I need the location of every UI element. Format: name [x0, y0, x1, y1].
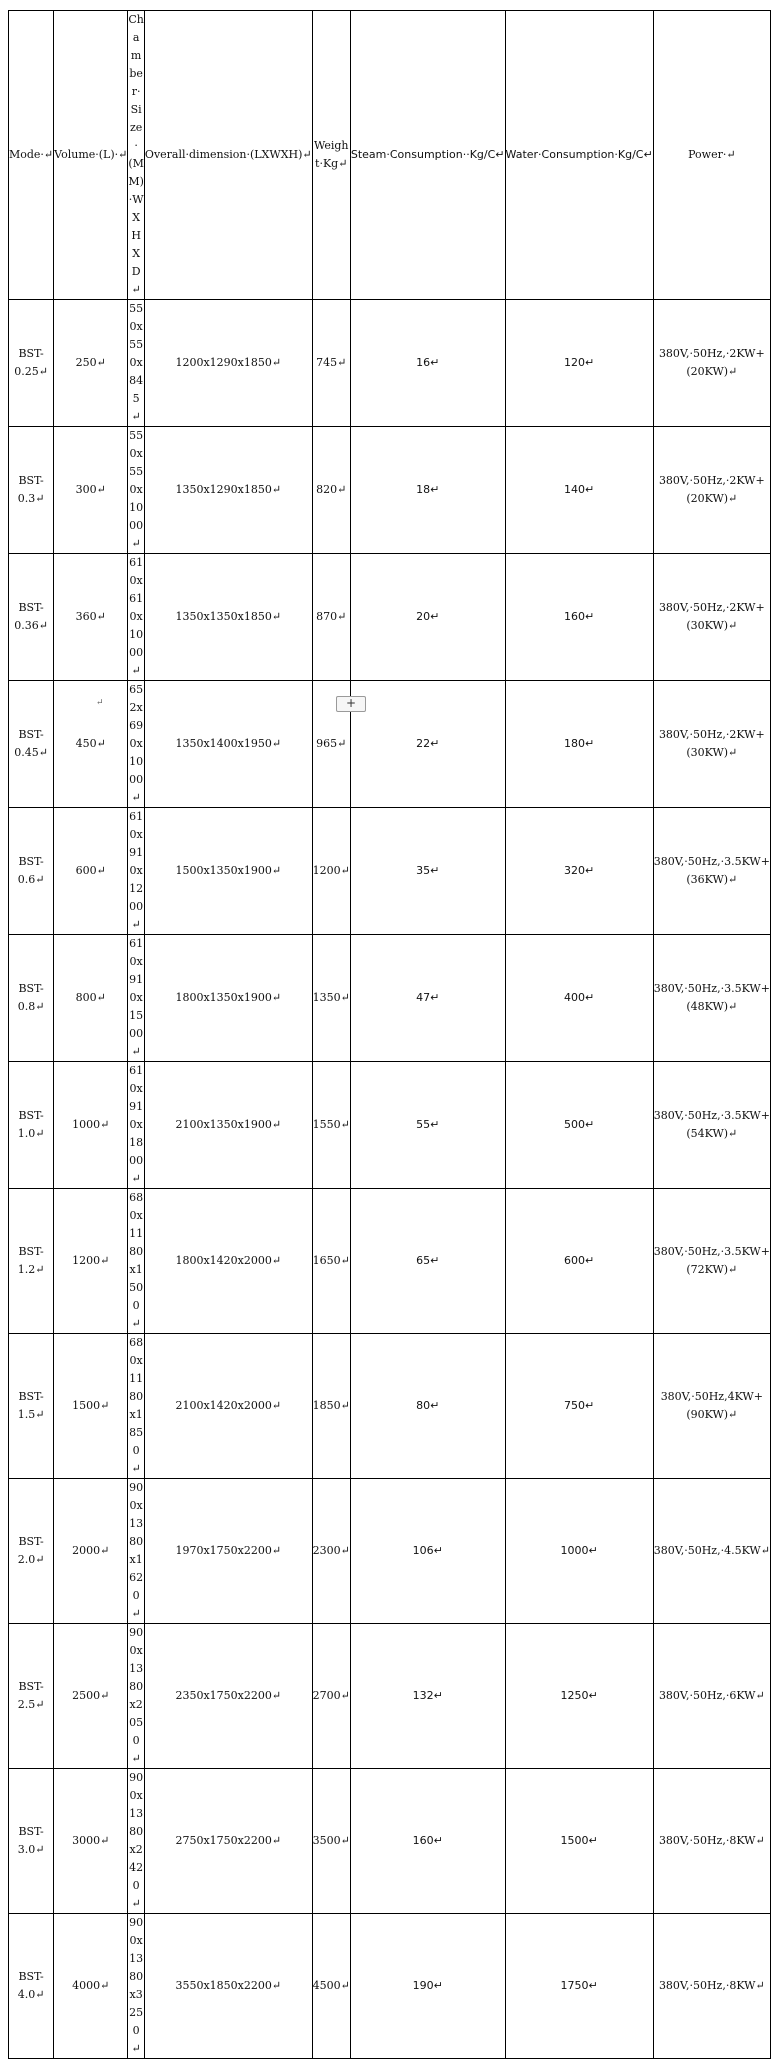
model-cell: BST-0.8↵	[9, 935, 54, 1062]
volume-cell: 3000↵	[54, 1769, 128, 1914]
overall-dimension-cell: 1500x1350x1900↵	[144, 808, 312, 935]
weight-cell: 1650↵	[312, 1189, 350, 1334]
volume-cell: 250↵	[54, 300, 128, 427]
table-row	[9, 1624, 771, 1769]
steam-consumption-cell: 80↵	[350, 1334, 505, 1479]
steam-consumption-cell: 35↵	[350, 808, 505, 935]
weight-cell: 2300↵	[312, 1479, 350, 1624]
weight-cell: 2700↵	[312, 1624, 350, 1769]
water-consumption-cell: 1500↵	[505, 1769, 653, 1914]
power-cell: 380V,·50Hz,·3.5KW+(36KW)↵	[653, 808, 770, 935]
model-cell: BST-1.0↵	[9, 1062, 54, 1189]
volume-cell: 360↵	[54, 554, 128, 681]
power-cell: 380V,·50Hz,4KW+(90KW)↵	[653, 1334, 770, 1479]
header-water-consumption: Water·Consumption·Kg/C↵	[505, 11, 653, 300]
chamber-size-cell: 550x550x1000↵	[128, 427, 145, 554]
chamber-size-cell: 900x1380x2420↵	[128, 1769, 145, 1914]
table-row	[9, 1769, 771, 1914]
power-cell: 380V,·50Hz,·3.5KW+(72KW)↵	[653, 1189, 770, 1334]
model-cell: BST-0.45↵	[9, 681, 54, 808]
steam-consumption-cell: 190↵	[350, 1914, 505, 2059]
weight-cell: 1200↵	[312, 808, 350, 935]
header-steam-consumption: Steam·Consumption··Kg/C↵	[350, 11, 505, 300]
overall-dimension-cell: 1350x1400x1950↵	[144, 681, 312, 808]
water-consumption-cell: 600↵	[505, 1189, 653, 1334]
header-weight: Weight·Kg↵	[312, 11, 350, 300]
weight-cell: 3500↵	[312, 1769, 350, 1914]
weight-cell: 870↵	[312, 554, 350, 681]
water-consumption-cell: 320↵	[505, 808, 653, 935]
model-cell: BST-3.0↵	[9, 1769, 54, 1914]
volume-cell: 2000↵	[54, 1479, 128, 1624]
overall-dimension-cell: 1970x1750x2200↵	[144, 1479, 312, 1624]
volume-cell: 2500↵	[54, 1624, 128, 1769]
model-cell: BST-0.36↵	[9, 554, 54, 681]
model-cell: BST-2.5↵	[9, 1624, 54, 1769]
weight-cell: 1850↵	[312, 1334, 350, 1479]
paragraph-mark: ↵	[96, 698, 104, 708]
overall-dimension-cell: 2350x1750x2200↵	[144, 1624, 312, 1769]
overall-dimension-cell: 3550x1850x2200↵	[144, 1914, 312, 2059]
steam-consumption-cell: 160↵	[350, 1769, 505, 1914]
table-row	[9, 1914, 771, 2059]
power-cell: 380V,·50Hz,·3.5KW+(48KW)↵	[653, 935, 770, 1062]
header-power: Power·↵	[653, 11, 770, 300]
weight-cell: 965↵	[312, 681, 350, 808]
table-row	[9, 1334, 771, 1479]
water-consumption-cell: 400↵	[505, 935, 653, 1062]
model-cell: BST-1.5↵	[9, 1334, 54, 1479]
overall-dimension-cell: 1350x1350x1850↵	[144, 554, 312, 681]
table-row	[9, 681, 771, 808]
chamber-size-cell: 680x1180x1850↵	[128, 1334, 145, 1479]
water-consumption-cell: 1750↵	[505, 1914, 653, 2059]
power-cell: 380V,·50Hz,·8KW↵	[653, 1769, 770, 1914]
chamber-size-cell: 900x1380x2050↵	[128, 1624, 145, 1769]
chamber-size-cell: 610x910x1800↵	[128, 1062, 145, 1189]
header-volume: Volume·(L)·↵	[54, 11, 128, 300]
chamber-size-cell: 550x550x845↵	[128, 300, 145, 427]
weight-cell: 820↵	[312, 427, 350, 554]
power-cell: 380V,·50Hz,·2KW+(20KW)↵	[653, 427, 770, 554]
power-cell: 380V,·50Hz,·4.5KW↵	[653, 1479, 770, 1624]
steam-consumption-cell: 65↵	[350, 1189, 505, 1334]
model-cell: BST-0.25↵	[9, 300, 54, 427]
steam-consumption-cell: 47↵	[350, 935, 505, 1062]
overall-dimension-cell: 1200x1290x1850↵	[144, 300, 312, 427]
volume-cell: 4000↵	[54, 1914, 128, 2059]
overall-dimension-cell: 2750x1750x2200↵	[144, 1769, 312, 1914]
header-chamber-size: Chamber·Size·(MM)·WXHXD↵	[128, 11, 145, 300]
table-row	[9, 808, 771, 935]
steam-consumption-cell: 55↵	[350, 1062, 505, 1189]
power-cell: 380V,·50Hz,·2KW+(30KW)↵	[653, 554, 770, 681]
power-cell: 380V,·50Hz,·2KW+(30KW)↵	[653, 681, 770, 808]
overall-dimension-cell: 1350x1290x1850↵	[144, 427, 312, 554]
model-cell: BST-4.0↵	[9, 1914, 54, 2059]
model-cell: BST-0.3↵	[9, 427, 54, 554]
chamber-size-cell: 680x1180x1500↵	[128, 1189, 145, 1334]
steam-consumption-cell: 16↵	[350, 300, 505, 427]
volume-cell: 450↵	[54, 681, 128, 808]
header-overall-dimension: Overall·dimension·(LXWXH)↵	[144, 11, 312, 300]
table-row	[9, 427, 771, 554]
chamber-size-cell: 610x910x1500↵	[128, 935, 145, 1062]
table-row	[9, 1062, 771, 1189]
overall-dimension-cell: 1800x1350x1900↵	[144, 935, 312, 1062]
chamber-size-cell: 900x1380x3250↵	[128, 1914, 145, 2059]
chamber-size-cell: 900x1380x1620↵	[128, 1479, 145, 1624]
water-consumption-cell: 500↵	[505, 1062, 653, 1189]
chamber-size-cell: 610x910x1200↵	[128, 808, 145, 935]
spec-table	[8, 10, 771, 2059]
spec-table-body	[9, 300, 771, 2059]
steam-consumption-cell: 132↵	[350, 1624, 505, 1769]
volume-cell: 1500↵	[54, 1334, 128, 1479]
table-row	[9, 935, 771, 1062]
table-row	[9, 554, 771, 681]
steam-consumption-cell: 18↵	[350, 427, 505, 554]
water-consumption-cell: 160↵	[505, 554, 653, 681]
overall-dimension-cell: 2100x1350x1900↵	[144, 1062, 312, 1189]
chamber-size-cell: 610x610x1000↵	[128, 554, 145, 681]
header-row	[9, 11, 771, 300]
table-row	[9, 1189, 771, 1334]
weight-cell: 745↵	[312, 300, 350, 427]
table-row	[9, 1479, 771, 1624]
table-row	[9, 300, 771, 427]
header-model: Mode·↵	[9, 11, 54, 300]
volume-cell: 800↵	[54, 935, 128, 1062]
water-consumption-cell: 120↵	[505, 300, 653, 427]
model-cell: BST-2.0↵	[9, 1479, 54, 1624]
power-cell: 380V,·50Hz,·2KW+(20KW)↵	[653, 300, 770, 427]
water-consumption-cell: 750↵	[505, 1334, 653, 1479]
power-cell: 380V,·50Hz,·6KW↵	[653, 1624, 770, 1769]
volume-cell: 300↵	[54, 427, 128, 554]
steam-consumption-cell: 20↵	[350, 554, 505, 681]
power-cell: 380V,·50Hz,·8KW↵	[653, 1914, 770, 2059]
overall-dimension-cell: 1800x1420x2000↵	[144, 1189, 312, 1334]
volume-cell: 1200↵	[54, 1189, 128, 1334]
overall-dimension-cell: 2100x1420x2000↵	[144, 1334, 312, 1479]
steam-consumption-cell: 106↵	[350, 1479, 505, 1624]
model-cell: BST-0.6↵	[9, 808, 54, 935]
chamber-size-cell: 652x690x1000↵	[128, 681, 145, 808]
weight-cell: 4500↵	[312, 1914, 350, 2059]
model-cell: BST-1.2↵	[9, 1189, 54, 1334]
power-cell: 380V,·50Hz,·3.5KW+(54KW)↵	[653, 1062, 770, 1189]
volume-cell: 1000↵	[54, 1062, 128, 1189]
water-consumption-cell: 1250↵	[505, 1624, 653, 1769]
weight-cell: 1550↵	[312, 1062, 350, 1189]
steam-consumption-cell: 22↵	[350, 681, 505, 808]
water-consumption-cell: 140↵	[505, 427, 653, 554]
volume-cell: 600↵	[54, 808, 128, 935]
weight-cell: 1350↵	[312, 935, 350, 1062]
water-consumption-cell: 180↵	[505, 681, 653, 808]
add-row-button[interactable]: +	[336, 696, 366, 712]
water-consumption-cell: 1000↵	[505, 1479, 653, 1624]
